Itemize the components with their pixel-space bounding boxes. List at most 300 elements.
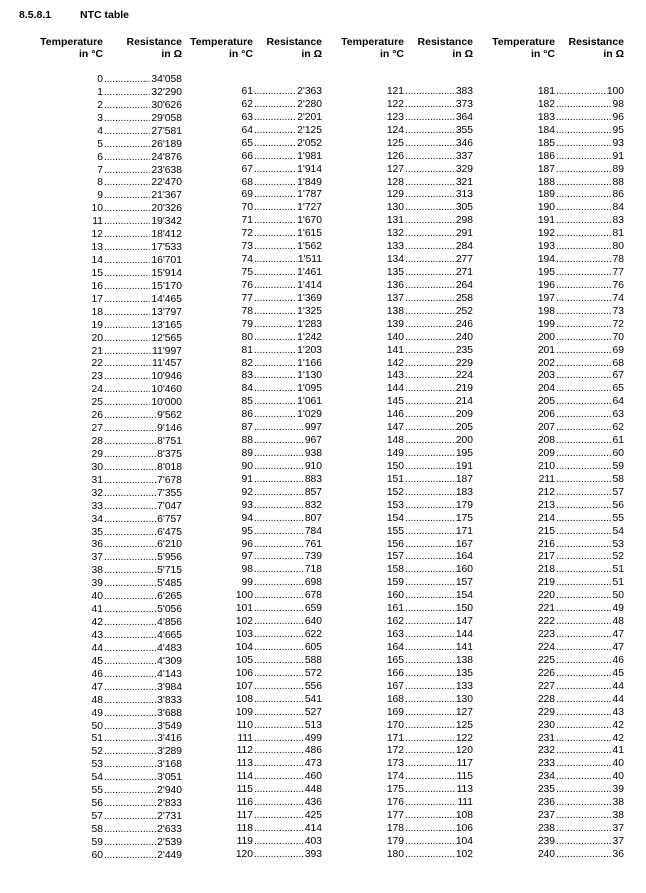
temperature-cell: 154 (386, 512, 404, 524)
resistance-cell: 29'058 (151, 112, 182, 124)
temperature-header (492, 37, 555, 60)
table-row (515, 177, 624, 189)
resistance-cell: 72 (612, 318, 624, 330)
temperature-cell: 173 (386, 758, 404, 770)
temperature-cell: 51 (91, 733, 103, 745)
table-row (515, 125, 624, 137)
resistance-cell: 108 (455, 810, 473, 822)
table-row (213, 99, 322, 111)
temperature-cell: 212 (537, 486, 555, 498)
table-row (364, 720, 473, 732)
table-row (213, 500, 322, 512)
temperature-cell: 96 (241, 538, 253, 550)
table-row (63, 695, 182, 707)
table-row (213, 86, 322, 98)
resistance-cell: 40 (612, 771, 624, 783)
table-row (515, 461, 624, 473)
table-row (63, 346, 182, 358)
resistance-cell: 2'833 (157, 798, 182, 810)
temperature-cell: 133 (386, 241, 404, 253)
resistance-cell: 291 (455, 228, 473, 240)
table-row (213, 112, 322, 124)
table-row (213, 280, 322, 292)
resistance-cell: 36 (612, 848, 624, 860)
temperature-cell: 74 (241, 254, 253, 266)
temperature-cell: 225 (537, 654, 555, 666)
resistance-cell: 373 (455, 98, 473, 110)
table-row (364, 771, 473, 783)
temperature-cell: 58 (91, 823, 103, 835)
table-row (364, 280, 473, 292)
temperature-cell: 44 (91, 642, 103, 654)
table-row (515, 577, 624, 589)
table-row (63, 759, 182, 771)
table-row (515, 99, 624, 111)
temperature-cell: 11 (92, 216, 103, 228)
table-row (364, 202, 473, 214)
resistance-cell: 938 (304, 448, 322, 460)
resistance-cell: 74 (612, 292, 624, 304)
temperature-header-label: Temperature (40, 36, 103, 48)
table-row (63, 216, 182, 228)
table-row (515, 539, 624, 551)
temperature-cell: 239 (537, 835, 555, 847)
resistance-cell: 2'201 (297, 111, 322, 123)
table-row (515, 474, 624, 486)
table-row (63, 527, 182, 539)
resistance-cell: 13'797 (151, 306, 182, 318)
temperature-cell: 71 (241, 215, 253, 227)
table-row (63, 152, 182, 164)
temperature-cell: 221 (537, 603, 555, 615)
temperature-cell: 85 (241, 396, 253, 408)
temperature-header-label: Temperature (492, 36, 555, 48)
temperature-cell: 29 (91, 448, 103, 460)
resistance-cell: 41 (612, 745, 624, 757)
temperature-cell: 149 (386, 448, 404, 460)
table-row (515, 215, 624, 227)
resistance-cell: 277 (455, 254, 473, 266)
temperature-cell: 123 (386, 111, 404, 123)
temperature-cell: 224 (537, 641, 555, 653)
table-row (364, 241, 473, 253)
table-row (364, 810, 473, 822)
resistance-cell: 157 (455, 577, 473, 589)
table-row (364, 513, 473, 525)
resistance-cell: 997 (304, 422, 322, 434)
resistance-cell: 246 (455, 318, 473, 330)
resistance-cell: 20'326 (151, 203, 182, 215)
resistance-cell: 78 (612, 254, 624, 266)
table-row (63, 74, 182, 86)
resistance-cell: 164 (455, 551, 473, 563)
table-row (364, 319, 473, 331)
resistance-cell: 32'290 (151, 86, 182, 98)
table-row (515, 758, 624, 770)
table-row (213, 616, 322, 628)
temperature-header (190, 37, 253, 60)
resistance-cell: 7'355 (157, 487, 182, 499)
temperature-cell: 18 (91, 306, 103, 318)
temperature-cell: 200 (537, 331, 555, 343)
temperature-header-unit: in °C (78, 47, 103, 60)
resistance-cell: 214 (455, 396, 473, 408)
resistance-cell: 200 (455, 435, 473, 447)
temperature-cell: 25 (91, 397, 103, 409)
table-row (63, 126, 182, 138)
table-row (515, 836, 624, 848)
temperature-cell: 61 (241, 86, 253, 97)
resistance-cell: 102 (455, 848, 473, 860)
resistance-cell: 1'325 (297, 305, 322, 317)
resistance-cell: 305 (455, 202, 473, 214)
table-row (213, 707, 322, 719)
resistance-cell: 1'461 (297, 267, 322, 279)
temperature-cell: 98 (241, 564, 253, 576)
temperature-cell: 235 (537, 784, 555, 796)
table-row (515, 164, 624, 176)
resistance-cell: 106 (455, 823, 473, 834)
resistance-cell: 84 (612, 202, 624, 214)
temperature-cell: 128 (386, 176, 404, 188)
temperature-cell: 240 (537, 848, 555, 860)
temperature-cell: 120 (235, 848, 253, 860)
temperature-cell: 70 (241, 202, 253, 214)
resistance-cell: 65 (612, 383, 624, 395)
resistance-cell: 187 (455, 473, 473, 485)
temperature-cell: 121 (386, 86, 404, 97)
resistance-cell: 104 (455, 835, 473, 847)
temperature-cell: 148 (386, 435, 404, 447)
resistance-cell: 8'018 (157, 461, 182, 473)
table-row (213, 228, 322, 240)
resistance-cell: 2'449 (157, 849, 182, 861)
resistance-cell: 1'511 (297, 254, 322, 266)
temperature-cell: 64 (241, 124, 253, 136)
table-row (515, 733, 624, 745)
resistance-header-unit: in Ω (452, 47, 473, 60)
temperature-cell: 21 (91, 345, 103, 357)
table-row (515, 370, 624, 382)
temperature-cell: 72 (241, 228, 253, 240)
temperature-cell: 187 (537, 163, 555, 175)
temperature-cell: 66 (241, 150, 253, 162)
temperature-cell: 190 (537, 202, 555, 214)
table-row (364, 435, 473, 447)
table-row (515, 707, 624, 719)
resistance-cell: 240 (455, 331, 473, 343)
table-row (63, 475, 182, 487)
table-row (515, 629, 624, 641)
resistance-cell: 1'203 (297, 344, 322, 356)
resistance-cell: 8'375 (157, 448, 182, 460)
table-row (213, 668, 322, 680)
temperature-cell: 22 (91, 358, 103, 370)
resistance-cell: 138 (455, 654, 473, 666)
table-row (63, 358, 182, 370)
table-row (364, 228, 473, 240)
section-heading (19, 9, 129, 21)
table-row (63, 449, 182, 461)
table-row (213, 551, 322, 563)
resistance-header (267, 37, 322, 60)
table-row (213, 836, 322, 848)
temperature-cell: 102 (235, 616, 253, 628)
resistance-cell: 284 (455, 241, 473, 253)
temperature-cell: 75 (241, 267, 253, 279)
resistance-cell: 271 (455, 267, 473, 279)
table-row (364, 370, 473, 382)
resistance-cell: 1'130 (297, 370, 322, 382)
temperature-cell: 36 (91, 539, 103, 551)
table-row (364, 707, 473, 719)
resistance-cell: 77 (612, 267, 624, 279)
resistance-cell: 51 (612, 564, 624, 576)
table-row (63, 320, 182, 332)
table-row (213, 138, 322, 150)
table-row (364, 849, 473, 861)
temperature-cell: 113 (236, 758, 253, 770)
resistance-cell: 857 (304, 486, 322, 498)
table-row (63, 746, 182, 758)
table-row (515, 448, 624, 460)
table-row (515, 151, 624, 163)
temperature-cell: 169 (386, 706, 404, 718)
temperature-cell: 69 (241, 189, 253, 201)
resistance-cell: 2'052 (297, 137, 322, 149)
table-row (63, 617, 182, 629)
resistance-cell: 1'787 (297, 189, 322, 201)
resistance-cell: 460 (304, 771, 322, 783)
table-row (364, 215, 473, 227)
table-row (213, 629, 322, 641)
temperature-cell: 112 (236, 745, 253, 757)
table-row (364, 681, 473, 693)
table-row (63, 591, 182, 603)
resistance-cell: 10'946 (151, 371, 182, 383)
table-row (213, 125, 322, 137)
resistance-cell: 622 (304, 629, 322, 641)
table-row (515, 513, 624, 525)
resistance-cell: 2'539 (157, 836, 182, 848)
table-row (63, 578, 182, 590)
table-row (515, 202, 624, 214)
temperature-cell: 5 (97, 138, 103, 150)
resistance-cell: 147 (455, 616, 473, 628)
table-row (63, 630, 182, 642)
resistance-cell: 1'283 (297, 318, 322, 330)
temperature-cell: 185 (537, 137, 555, 149)
temperature-header (341, 37, 404, 60)
resistance-cell: 16'701 (151, 255, 182, 267)
resistance-cell: 81 (612, 228, 624, 240)
temperature-cell: 218 (537, 564, 555, 576)
resistance-cell: 21'367 (151, 190, 182, 202)
table-row (213, 590, 322, 602)
temperature-cell: 6 (97, 151, 103, 163)
resistance-cell: 15'170 (151, 280, 182, 292)
resistance-cell: 40 (612, 758, 624, 770)
resistance-cell: 640 (304, 616, 322, 628)
temperature-cell: 4 (97, 125, 103, 137)
resistance-cell: 52 (612, 551, 624, 563)
resistance-cell: 26'189 (151, 138, 182, 150)
table-row (515, 642, 624, 654)
table-row (63, 462, 182, 474)
table-row (364, 151, 473, 163)
table-row (364, 745, 473, 757)
table-row (515, 616, 624, 628)
resistance-cell: 18'412 (151, 229, 182, 241)
resistance-cell: 154 (455, 590, 473, 602)
temperature-cell: 182 (537, 98, 555, 110)
temperature-cell: 3 (97, 112, 103, 124)
resistance-cell: 111 (457, 797, 473, 809)
temperature-cell: 234 (537, 771, 555, 783)
table-row (364, 590, 473, 602)
temperature-cell: 109 (235, 706, 253, 718)
temperature-cell: 94 (241, 512, 253, 524)
temperature-cell: 0 (97, 74, 103, 85)
resistance-cell: 486 (304, 745, 322, 757)
temperature-cell: 188 (537, 176, 555, 188)
table-row (63, 565, 182, 577)
resistance-cell: 425 (304, 810, 322, 822)
temperature-cell: 205 (537, 396, 555, 408)
resistance-cell: 22'470 (151, 177, 182, 189)
table-row (364, 383, 473, 395)
resistance-cell: 499 (304, 732, 322, 744)
table-row (63, 139, 182, 151)
temperature-cell: 194 (537, 254, 555, 266)
table-row (515, 358, 624, 370)
temperature-cell: 184 (537, 124, 555, 136)
table-row (515, 254, 624, 266)
resistance-cell: 135 (455, 667, 473, 679)
resistance-cell: 1'981 (297, 150, 322, 162)
temperature-cell: 42 (91, 617, 103, 629)
table-row (515, 280, 624, 292)
resistance-cell: 24'876 (151, 151, 182, 163)
table-row (213, 720, 322, 732)
table-row (213, 694, 322, 706)
resistance-cell: 3'168 (157, 759, 182, 771)
temperature-cell: 101 (235, 603, 253, 615)
temperature-cell: 90 (241, 460, 253, 472)
temperature-cell: 214 (537, 512, 555, 524)
table-row (364, 99, 473, 111)
table-row (63, 682, 182, 694)
temperature-cell: 84 (241, 383, 253, 395)
resistance-cell: 19'342 (151, 216, 182, 228)
resistance-header (418, 37, 473, 60)
temperature-cell: 141 (386, 344, 404, 356)
temperature-cell: 215 (537, 525, 555, 537)
table-row (213, 823, 322, 835)
resistance-cell: 4'665 (157, 629, 182, 641)
temperature-cell: 124 (386, 124, 404, 136)
resistance-cell: 6'757 (157, 513, 182, 525)
table-row (515, 603, 624, 615)
resistance-cell: 3'051 (157, 772, 182, 784)
table-row (364, 500, 473, 512)
temperature-cell: 60 (91, 849, 103, 861)
resistance-cell: 15'914 (151, 267, 182, 279)
temperature-cell: 35 (91, 526, 103, 538)
resistance-cell: 8'751 (157, 436, 182, 448)
temperature-cell: 83 (241, 370, 253, 382)
resistance-cell: 6'475 (157, 526, 182, 538)
temperature-cell: 178 (386, 823, 404, 834)
resistance-cell: 807 (304, 512, 322, 524)
temperature-cell: 116 (236, 797, 253, 809)
temperature-cell: 156 (386, 538, 404, 550)
table-row (364, 823, 473, 835)
table-row (515, 810, 624, 822)
table-row (213, 306, 322, 318)
table-row (213, 642, 322, 654)
temperature-cell: 150 (386, 460, 404, 472)
table-row (63, 488, 182, 500)
temperature-header-label: Temperature (341, 36, 404, 48)
temperature-cell: 210 (537, 460, 555, 472)
table-row (63, 255, 182, 267)
table-row (515, 293, 624, 305)
resistance-cell: 403 (304, 835, 322, 847)
resistance-cell: 12'565 (151, 332, 182, 344)
temperature-cell: 34 (91, 513, 103, 525)
temperature-cell: 24 (91, 384, 103, 396)
resistance-cell: 6'265 (157, 591, 182, 603)
temperature-cell: 176 (386, 797, 404, 809)
temperature-cell: 103 (235, 629, 253, 641)
resistance-cell: 2'731 (157, 811, 182, 822)
table-row (364, 332, 473, 344)
table-row (63, 333, 182, 345)
table-row (364, 655, 473, 667)
temperature-cell: 177 (386, 810, 404, 822)
resistance-cell: 4'143 (157, 668, 182, 680)
table-row (515, 86, 624, 98)
temperature-cell: 228 (537, 693, 555, 705)
resistance-cell: 76 (612, 279, 624, 291)
table-row (515, 564, 624, 576)
table-row (213, 603, 322, 615)
temperature-cell: 136 (386, 279, 404, 291)
table-row (213, 733, 322, 745)
temperature-cell: 195 (537, 267, 555, 279)
temperature-cell: 170 (386, 719, 404, 731)
table-row (63, 294, 182, 306)
temperature-cell: 15 (91, 267, 103, 279)
table-row (213, 345, 322, 357)
resistance-cell: 2'940 (157, 785, 182, 797)
resistance-cell: 93 (612, 137, 624, 149)
temperature-cell: 89 (241, 448, 253, 460)
temperature-cell: 67 (241, 163, 253, 175)
temperature-cell: 48 (91, 694, 103, 706)
table-row (213, 409, 322, 421)
temperature-cell: 172 (386, 745, 404, 757)
section-number: 8.5.8.1 (19, 9, 52, 21)
table-row (364, 422, 473, 434)
resistance-header-label: Resistance (417, 36, 473, 48)
temperature-cell: 189 (537, 189, 555, 201)
table-row (63, 733, 182, 745)
resistance-cell: 59 (612, 460, 624, 472)
table-row (63, 371, 182, 383)
temperature-cell: 10 (91, 203, 103, 215)
